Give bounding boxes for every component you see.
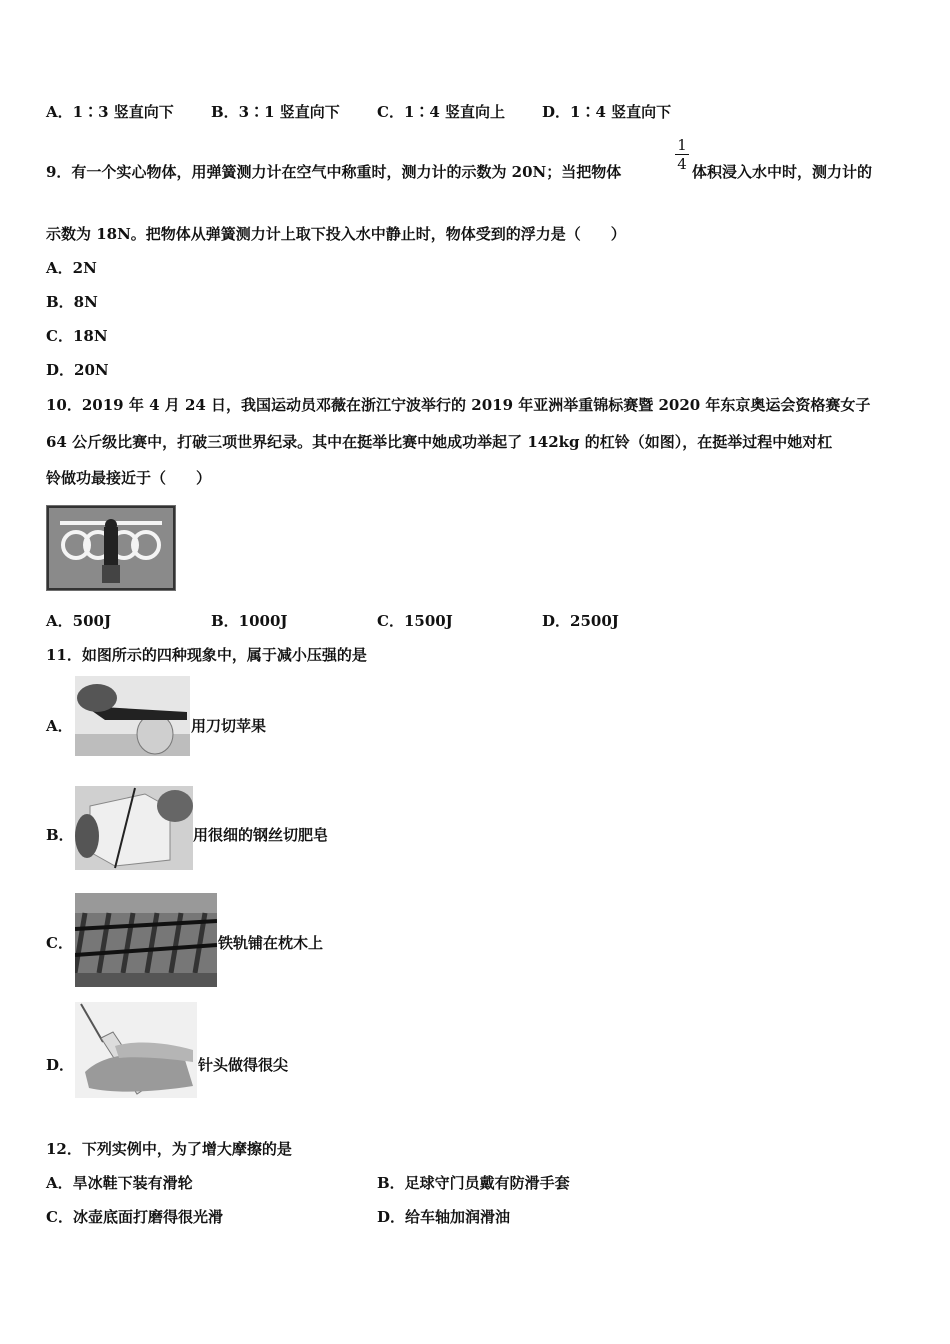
q12-option-c: C．冰壶底面打磨得很光滑	[46, 1208, 223, 1226]
q11-option-c-text: 铁轨铺在枕木上	[218, 934, 324, 952]
wire-soap-image	[75, 786, 193, 870]
q8-option-c: C．1∶4 竖直向上	[377, 103, 506, 121]
q10-option-d: D．2500J	[542, 612, 619, 630]
q9-fraction-numerator: 1	[677, 136, 687, 154]
q10-stem-line3: 铃做功最接近于（ ）	[46, 469, 212, 487]
q11-option-a-text: 用刀切苹果	[191, 717, 267, 735]
q11-stem: 11．如图所示的四种现象中，属于减小压强的是	[46, 646, 367, 664]
q9-option-c: C．18N	[46, 327, 108, 345]
q9-stem-line2: 示数为 18N。把物体从弹簧测力计上取下投入水中静止时，物体受到的浮力是（ ）	[46, 225, 626, 243]
weightlifter-image	[46, 505, 176, 591]
q12-option-a: A．旱冰鞋下装有滑轮	[46, 1174, 193, 1192]
railway-track-image	[75, 893, 217, 987]
q9-stem-line1-post: 体积浸入水中时，测力计的	[692, 163, 873, 181]
q11-option-c-label: C．	[46, 934, 73, 952]
q10-option-c: C．1500J	[377, 612, 453, 630]
q10-option-a: A．500J	[46, 612, 112, 630]
q10-stem-line2: 64 公斤级比赛中，打破三项世界纪录。其中在挺举比赛中她成功举起了 142kg 的杠铃（如图），在挺举过程中她对杠	[46, 433, 833, 451]
q12-option-d: D．给车轴加润滑油	[377, 1208, 511, 1226]
q12-option-b: B．足球守门员戴有防滑手套	[377, 1174, 570, 1192]
q9-fraction-denominator: 4	[677, 155, 687, 173]
q9-stem-line1-pre: 9．有一个实心物体，用弹簧测力计在空气中称重时，测力计的示数为 20N；当把物体	[46, 163, 622, 181]
q9-option-a: A．2N	[46, 259, 97, 277]
q8-option-d: D．1∶4 竖直向下	[542, 103, 672, 121]
q11-option-a-label: A．	[46, 717, 73, 735]
q8-option-b: B．3∶1 竖直向下	[211, 103, 340, 121]
q9-option-d: D．20N	[46, 361, 109, 379]
q10-stem-line1: 10．2019 年 4 月 24 日，我国运动员邓薇在浙江宁波举行的 2019 年亚洲举重锦标赛暨 2020 年东京奥运会资格赛女子	[46, 396, 871, 414]
q12-stem: 12．下列实例中，为了增大摩擦的是	[46, 1140, 292, 1158]
q11-option-b-label: B．	[46, 826, 74, 844]
syringe-needle-image	[75, 1002, 197, 1098]
q8-option-a: A．1∶3 竖直向下	[46, 103, 174, 121]
q10-option-b: B．1000J	[211, 612, 288, 630]
q9-fraction	[675, 137, 689, 172]
q11-option-d-label: D．	[46, 1056, 75, 1074]
knife-apple-image	[75, 676, 190, 756]
q11-option-b-text: 用很细的钢丝切肥皂	[193, 826, 329, 844]
q9-option-b: B．8N	[46, 293, 98, 311]
q11-option-d-text: 针头做得很尖	[198, 1056, 289, 1074]
